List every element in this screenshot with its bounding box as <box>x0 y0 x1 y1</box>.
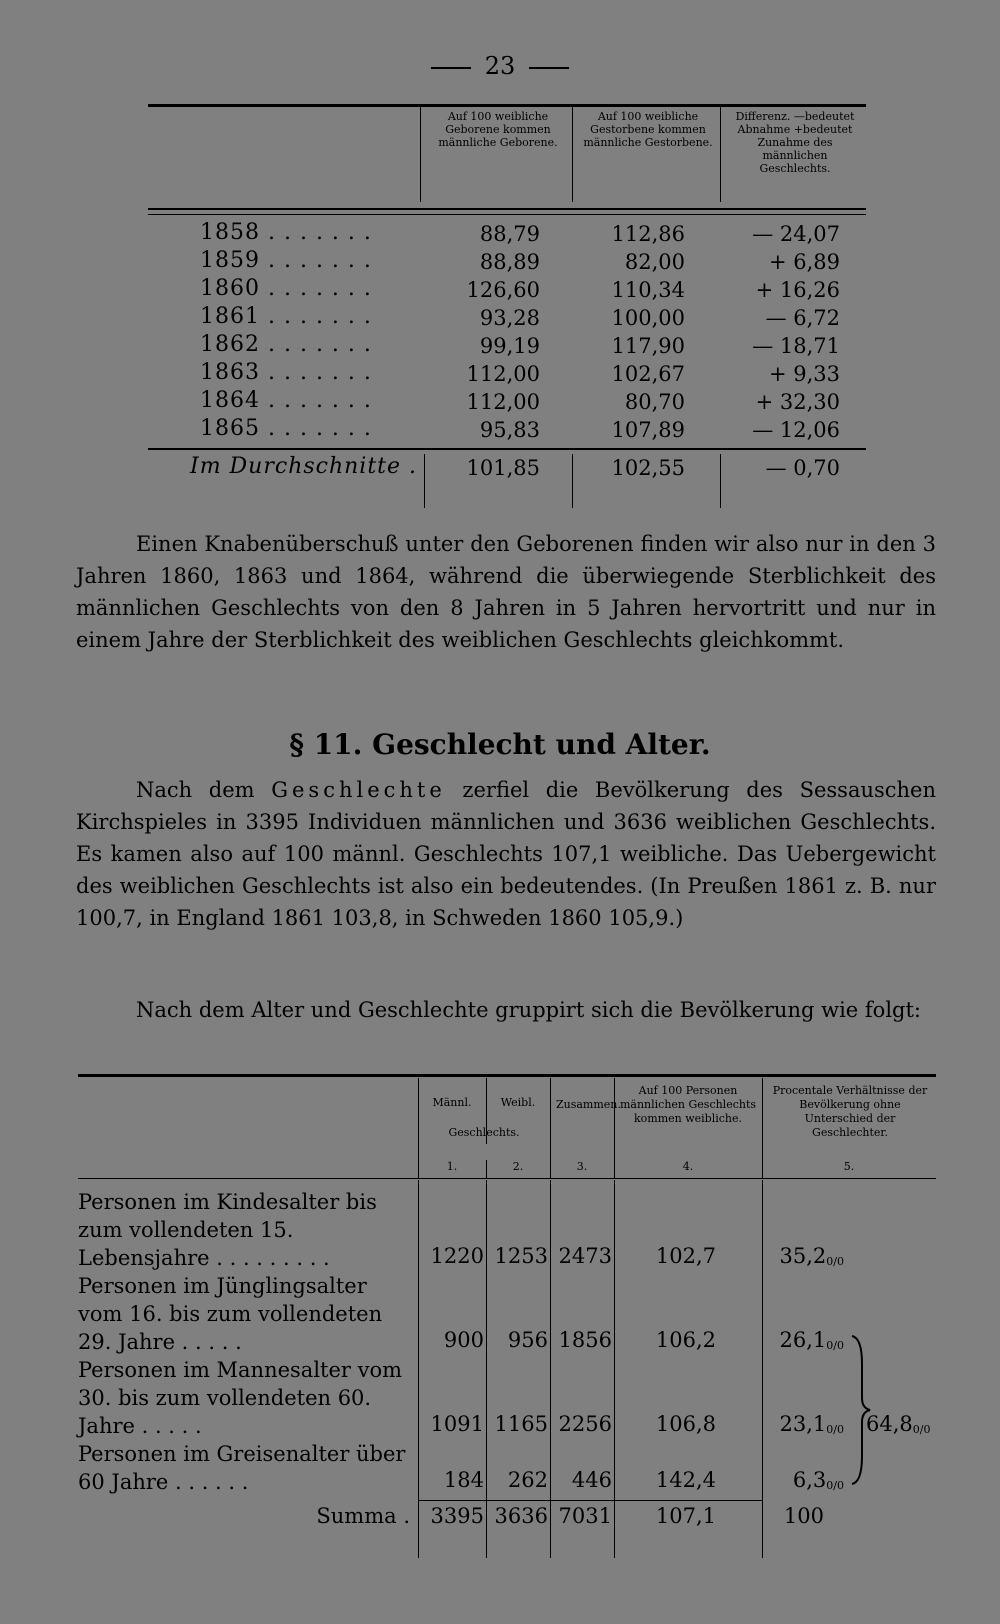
percent-fraction: 0/0 <box>912 1423 931 1436</box>
cell: — 12,06 <box>752 418 840 442</box>
cell: 2256 <box>558 1412 612 1436</box>
cell: 262 <box>507 1468 548 1492</box>
paragraph-2-start: Nach dem <box>136 778 255 802</box>
paragraph-2 <box>76 774 936 934</box>
cell: 956 <box>507 1328 548 1352</box>
t2-header-geschlechts: Geschlechts. <box>448 1126 520 1139</box>
cell: + 9,33 <box>768 362 840 386</box>
percent-fraction: 0/0 <box>826 1423 844 1436</box>
year-cell: 1861 . . . . . . . <box>200 304 372 329</box>
sum-label: Summa . <box>316 1504 410 1528</box>
year-cell: 1865 . . . . . . . <box>200 416 372 441</box>
cell: 107,89 <box>611 418 685 442</box>
cell: 184 <box>443 1468 484 1492</box>
year-cell: 1862 . . . . . . . <box>200 332 372 357</box>
t2-colnum-5: 5. <box>843 1160 855 1173</box>
table1-header-col1: Auf 100 weibliche Geborene kommen männliche Geborene. <box>438 110 558 149</box>
cell: + 6,89 <box>768 250 840 274</box>
cell: 446 <box>571 1468 612 1492</box>
cell: 112,00 <box>466 362 540 386</box>
percent-fraction: 0/0 <box>826 1255 844 1268</box>
row-label: Personen im Jünglingsalter vom 16. bis zum vollendeten 29. Jahre . . . . . <box>78 1274 383 1354</box>
t2-colnum-1: 1. <box>446 1160 458 1173</box>
year-cell: 1860 . . . . . . . <box>200 276 372 301</box>
cell: + 16,26 <box>755 278 840 302</box>
cell: 117,90 <box>611 334 685 358</box>
cell: 126,60 <box>466 278 540 302</box>
cell: 142,4 <box>655 1468 716 1492</box>
cell: — 6,72 <box>765 306 840 330</box>
percent-fraction: 0/0 <box>826 1339 844 1352</box>
brace-icon <box>848 1334 872 1486</box>
cell: 112,00 <box>466 390 540 414</box>
paragraph-2-rest: zerfiel die Bevölkerung des Sessauschen Kirchspieles in 3395 Individuen männlichen und 3636 weiblichen Geschlechts. Es kamen also auf 100 männl. Geschlechts 107,1 weibliche. Das Uebergewicht des weiblichen Geschlechts ist also ein bedeutendes. (In Preußen 1861 z. B. nur 100,7, in England 1861 103,8, in Schweden 1860 105,9.) <box>76 778 937 930</box>
cell: 82,00 <box>624 250 685 274</box>
cell: 2473 <box>558 1244 612 1268</box>
cell: 26,10/0 <box>779 1328 844 1352</box>
cell: 1253 <box>494 1244 548 1268</box>
cell: — 18,71 <box>752 334 840 358</box>
cell: 3395 <box>430 1504 484 1528</box>
year-cell: 1863 . . . . . . . <box>200 360 372 385</box>
cell: 93,28 <box>479 306 540 330</box>
cell: 106,8 <box>655 1412 716 1436</box>
table1-header-col3: Differenz. —bedeutet Abnahme +bedeutet Zunahme des männlichen Geschlechts. <box>735 110 855 175</box>
cell: 1091 <box>430 1412 484 1436</box>
cell: 35,20/0 <box>779 1244 844 1268</box>
cell: 95,83 <box>479 418 540 442</box>
cell: 100,00 <box>611 306 685 330</box>
cell: 6,30/0 <box>792 1468 844 1492</box>
cell: 1220 <box>430 1244 484 1268</box>
t2-header-col5: Procentale Verhältnisse der Bevölkerung ohne Unterschied der Geschlechter. <box>772 1084 928 1139</box>
cell: — 24,07 <box>752 222 840 246</box>
section-heading: § 11. Geschlecht und Alter. <box>289 728 711 761</box>
paragraph-3: Nach dem Alter und Geschlechte gruppirt sich die Bevölkerung wie folgt: <box>136 998 921 1022</box>
average-label: Im Durchschnitte . <box>190 454 418 479</box>
cell: 23,10/0 <box>779 1412 844 1436</box>
year-cell: 1859 . . . . . . . <box>200 248 372 273</box>
row-label: Personen im Greisenalter über 60 Jahre . . . . . . <box>78 1442 406 1494</box>
cell: 1165 <box>494 1412 548 1436</box>
cell: 112,86 <box>611 222 685 246</box>
percent-fraction: 0/0 <box>826 1479 844 1492</box>
paragraph-1: Einen Knabenüberschuß unter den Geborenen finden wir also nur in den 3 Jahren 1860, 1863 und 1864, während die überwiegende Sterblichkeit des männlichen Geschlechts von den 8 Jahren in 5 Jahren hervortritt und nur in einem Jahre der Sterblichkeit des weiblichen Geschlechts gleichkommt. <box>76 532 936 652</box>
page-number: 23 <box>0 52 1000 80</box>
cell: + 32,30 <box>755 390 840 414</box>
cell: 7031 <box>558 1504 612 1528</box>
year-cell: 1858 . . . . . . . <box>200 220 372 245</box>
t2-header-col4: Auf 100 Personen männlichen Geschlechts kommen weibliche. <box>619 1084 757 1125</box>
cell: 102,7 <box>655 1244 716 1268</box>
cell: 101,85 <box>466 456 540 480</box>
brace-total: 64,80/0 <box>866 1412 931 1436</box>
cell: 1856 <box>558 1328 612 1352</box>
t2-colnum-3: 3. <box>576 1160 588 1173</box>
t2-header-zusammen: Zusammen. <box>556 1098 621 1111</box>
cell: — 0,70 <box>765 456 840 480</box>
cell: 80,70 <box>624 390 685 414</box>
row-label: Personen im Mannesalter vom 30. bis zum vollendeten 60. Jahre . . . . . <box>78 1358 403 1438</box>
cell: 110,34 <box>611 278 685 302</box>
cell: 100 <box>783 1504 824 1528</box>
cell: 107,1 <box>655 1504 716 1528</box>
cell: 3636 <box>494 1504 548 1528</box>
year-cell: 1864 . . . . . . . <box>200 388 372 413</box>
cell: 900 <box>443 1328 484 1352</box>
cell: 102,67 <box>611 362 685 386</box>
cell: 99,19 <box>479 334 540 358</box>
table1-header-col2: Auf 100 weibliche Gestorbene kommen männliche Gestorbene. <box>583 110 713 149</box>
t2-colnum-2: 2. <box>512 1160 524 1173</box>
cell: 106,2 <box>655 1328 716 1352</box>
row-label: Personen im Kindesalter bis zum vollendeten 15. Lebensjahre . . . . . . . . . <box>78 1190 377 1270</box>
cell: 102,55 <box>611 456 685 480</box>
t2-header-maenn: Männl. <box>432 1096 472 1109</box>
cell: 88,79 <box>479 222 540 246</box>
t2-colnum-4: 4. <box>682 1160 694 1173</box>
cell: 88,89 <box>479 250 540 274</box>
paragraph-2-emph: Geschlechte <box>271 778 446 802</box>
t2-header-weibl: Weibl. <box>500 1096 536 1109</box>
